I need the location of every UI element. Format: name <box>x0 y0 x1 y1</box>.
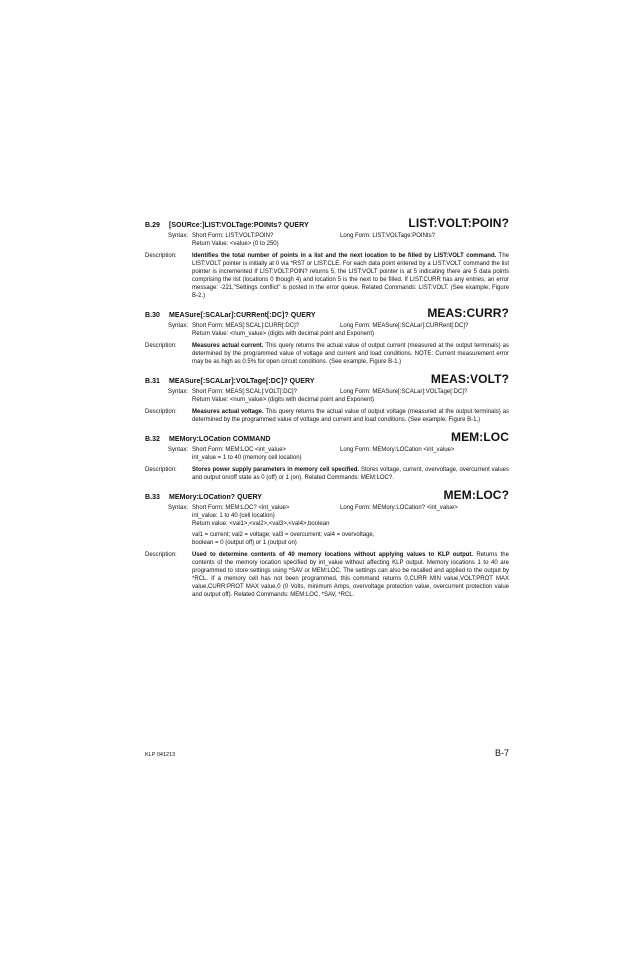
command-section <box>145 430 509 482</box>
section-heading <box>145 488 509 502</box>
section-number: B.29 <box>145 222 160 229</box>
command-mnemonic: LIST:VOLT:POIN? <box>408 216 509 230</box>
description-label: Description: <box>145 253 177 259</box>
description-body: Stores voltage, current, overvoltage, overcurrent values and output on/off state as 0 (off) or 1 (on). Related Commands: MEM:LOC?. <box>192 467 509 481</box>
section-title: [SOURce:]LIST:VOLTage:POINts? QUERY <box>169 222 309 229</box>
description-row <box>145 248 509 300</box>
syntax-detail-line: int_value: 1 to 40 (cell location) <box>192 513 275 519</box>
long-form: Long Form: MEASure[:SCALar]:VOLTage[:DC]? <box>340 389 468 395</box>
description-body: Returns the contents of the memory location specified by int_value without affecting KLP output. Memory locations 1 to 40 are programmed to store settings using *SAV or MEM:LOC. The settings can also be recalled and applied to the output by *RCL. If a memory cell has not been programmed, this command returns 0,CURR MIN value,VOLT:PROT MAX value,CURR:PROT MAX value,0 (0 Volts, minimum Amps, overvoltage protection value, overcurrent protection value and output off). Related Commands: MEM:LOC, *SAV, *RCL. <box>192 552 509 598</box>
section-heading <box>145 216 509 230</box>
command-mnemonic: MEAS:CURR? <box>427 306 509 320</box>
section-title: MEMory:LOCation COMMAND <box>169 436 271 443</box>
description-body: This query returns the actual value of output voltage (measured at the output terminals) as determined by the programmed value of voltage and current and load conditions. (See example, Figure B-1.) <box>192 409 510 423</box>
syntax-label: Syntax: <box>167 233 188 239</box>
syntax-detail-line: val1 = current; val2 = voltage; val3 = overcurrent; val4 = overvoltage, <box>192 532 375 538</box>
description-lead: Identifies the total number of points in a list and the next location to be filled by LIST:VOLT command. <box>192 253 497 259</box>
section-number: B.31 <box>145 378 160 385</box>
syntax-detail-line: Return value: <val1>,<val2>,<val3>,<val4>,boolean <box>192 521 330 527</box>
syntax-row <box>145 322 509 338</box>
command-section <box>145 306 509 366</box>
description-text <box>192 466 509 482</box>
command-sections <box>145 216 509 599</box>
syntax-row <box>145 446 509 462</box>
description-row <box>145 404 509 424</box>
section-heading <box>145 372 509 386</box>
syntax-detail-line: Return Value: <value> (0 to 250) <box>192 241 279 247</box>
command-mnemonic: MEM:LOC <box>450 430 509 444</box>
section-title: MEASure[:SCALar]:CURRent[:DC]? QUERY <box>169 312 316 319</box>
command-section <box>145 372 509 424</box>
short-form: Short Form: MEAS[:SCAL]:VOLT[:DC]? <box>192 389 297 395</box>
short-form: Short Form: LIST:VOLT:POIN? <box>192 233 274 239</box>
description-label: Description: <box>145 552 177 558</box>
description-lead: Measures actual current. <box>192 343 264 349</box>
manual-page <box>145 216 509 599</box>
section-number: B.32 <box>145 436 160 443</box>
short-form: Short Form: MEM:LOC <int_value> <box>192 447 287 453</box>
description-text <box>192 342 509 366</box>
long-form: Long Form: MEMory:LOCation? <int_value> <box>340 505 458 511</box>
description-row <box>145 462 509 482</box>
description-body: The LIST:VOLT pointer is initially at 0 via *RST or LIST:CLE. For each data point entered by a LIST:VOLT command the list pointer is incremented If LIST:VOLT:POIN? returns 5, the LIST:VOLT pointer is at 5 indicating there are 5 data points comprising the list (locations 0 though 4) and location 5 is the next to be filled. If LIST:CURR has any entries, an error message: -221,"Settings conflict" is posted in the error queue. Related Commands: LIST:VOLT. (See example, Figure B-2.) <box>192 253 509 299</box>
footer-page-number: B-7 <box>494 748 509 758</box>
description-row <box>145 547 509 599</box>
syntax-row <box>145 232 509 248</box>
long-form: Long Form: MEASure[:SCALar]:CURRent[:DC]? <box>340 323 469 329</box>
syntax-detail-line: Return Value: <num_value> (digits with decimal point and Exponent) <box>192 397 374 403</box>
description-label: Description: <box>145 343 177 349</box>
command-mnemonic: MEAS:VOLT? <box>430 372 509 386</box>
section-heading <box>145 306 509 320</box>
short-form: Short Form: MEM:LOC? <int_value> <box>192 505 290 511</box>
section-number: B.33 <box>145 494 160 501</box>
syntax-detail-line: Return Value: <num_value> (digits with decimal point and Exponent) <box>192 331 374 337</box>
description-lead: Stores power supply parameters in memory cell specified. <box>192 467 360 473</box>
description-lead: Used to determine contents of 40 memory locations without applying values to KLP output. <box>192 552 474 558</box>
description-row <box>145 338 509 366</box>
long-form: Long Form: LIST:VOLTage:POINts? <box>340 233 435 239</box>
syntax-label: Syntax: <box>167 505 188 511</box>
command-mnemonic: MEM:LOC? <box>443 488 509 502</box>
section-title: MEASure[:SCALar]:VOLTage[:DC]? QUERY <box>169 378 315 385</box>
syntax-label: Syntax: <box>167 447 188 453</box>
syntax-row <box>145 388 509 404</box>
section-number: B.30 <box>145 312 160 319</box>
section-heading <box>145 430 509 444</box>
command-section <box>145 216 509 300</box>
footer-doc-id: KLP 041213 <box>145 752 176 758</box>
command-section <box>145 488 509 599</box>
section-title: MEMory:LOCation? QUERY <box>169 494 263 501</box>
description-label: Description: <box>145 467 177 473</box>
description-body: This query returns the actual value of output current (measured at the output terminals) as determined by the programmed value of voltage and current and load conditions. NOTE: Current measurement error may be as high as 0.5% for open circuit conditions. (See example, Figure B-1.) <box>192 343 509 365</box>
long-form: Long Form: MEMory:LOCation <int_value> <box>340 447 455 453</box>
syntax-detail-line: int_value = 1 to 40 (memory cell location) <box>192 455 302 461</box>
page-footer <box>145 748 509 758</box>
syntax-detail-line: boolean = 0 (output off) or 1 (output on) <box>192 540 297 546</box>
description-lead: Measures actual voltage. <box>192 409 264 415</box>
description-text <box>192 551 509 599</box>
short-form: Short Form: MEAS[:SCAL]:CURR[:DC]? <box>192 323 300 329</box>
description-text <box>192 252 509 300</box>
description-text <box>192 408 509 424</box>
syntax-row <box>145 504 509 547</box>
description-label: Description: <box>145 409 177 415</box>
syntax-label: Syntax: <box>167 323 188 329</box>
syntax-label: Syntax: <box>167 389 188 395</box>
